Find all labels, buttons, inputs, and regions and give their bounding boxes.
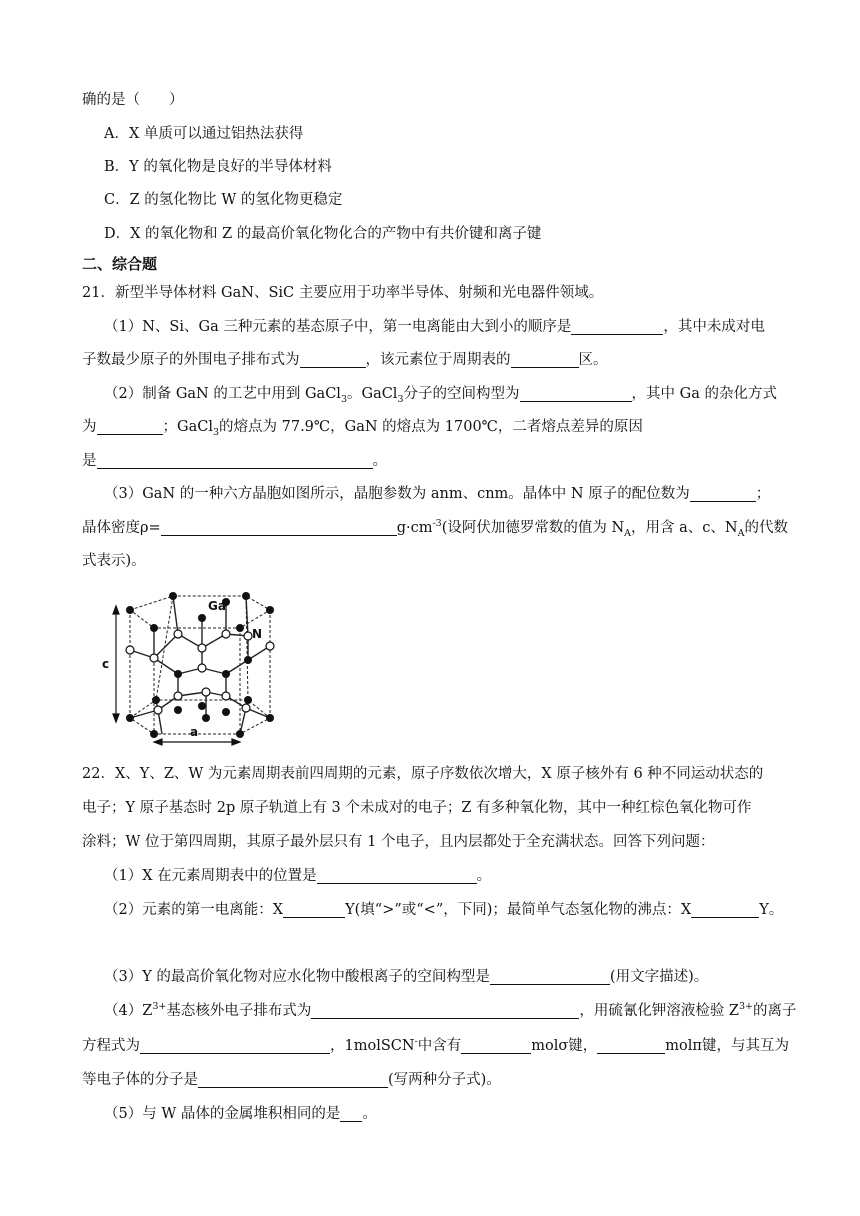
label-n: N (252, 627, 263, 641)
q20-option-a: A．X 单质可以通过铝热法获得 (104, 126, 304, 142)
answer-blank[interactable] (161, 519, 397, 536)
answer-blank[interactable] (340, 1105, 362, 1122)
q21-part2-line2: 为 ；GaCl$_3$的熔点为 77.9℃，GaN 的熔点为 1700℃，二者熔点差异的原因 (82, 419, 643, 438)
q21-part1-line2: 子数最少原子的外围电子排布式为 ，该元素位于周期表的 区。 (82, 352, 608, 368)
q22-part5: （5）与 W 晶体的金属堆积相同的是 。 (104, 1106, 377, 1122)
q20-stem-tail: 确的是（ ） (82, 92, 184, 108)
q22-stem-line3: 涂料；W 位于第四周期，其原子最外层只有 1 个电子，且内层都处于全充满状态。回答下列问题： (82, 834, 715, 850)
answer-blank[interactable] (571, 318, 663, 335)
q20-option-d: D．X 的氧化物和 Z 的最高价氧化物化合的产物中有共价键和离子键 (104, 226, 542, 242)
answer-blank[interactable] (283, 901, 345, 918)
q20-option-b: B．Y 的氧化物是良好的半导体材料 (104, 159, 332, 175)
q22-part1: （1）X 在元素周期表中的位置是 。 (104, 868, 492, 884)
answer-blank[interactable] (317, 867, 477, 884)
n-atoms (126, 630, 274, 714)
answer-blank[interactable] (490, 968, 610, 985)
label-a: a (190, 725, 199, 739)
q21-part3-line3: 式表示)。 (82, 553, 146, 569)
answer-blank[interactable] (597, 1037, 665, 1054)
answer-blank[interactable] (300, 351, 366, 368)
answer-blank[interactable] (511, 351, 579, 368)
answer-blank[interactable] (691, 901, 759, 918)
answer-blank[interactable] (690, 485, 756, 502)
gan-unit-cell-figure (98, 578, 288, 748)
answer-blank[interactable] (140, 1037, 330, 1054)
q22-part3: （3）Y 的最高价氧化物对应水化物中酸根离子的空间构型是 (用文字描述)。 (104, 969, 709, 985)
q22-part2: （2）元素的第一电离能：X Y(填“>”或“<”，下同)；最简单气态氢化物的沸点：X Y。 (104, 902, 784, 918)
q22-stem-line1: 22．X、Y、Z、W 为元素周期表前四周期的元素，原子序数依次增大，X 原子核外有 6 种不同运动状态的 (82, 766, 764, 782)
q22-part4-line1: $(4)Z^{3+}$基态核外电子排布式为 ，用硫氰化钾溶液检验 $Z^{3+}$的离子 (104, 1001, 797, 1019)
q22-part4-line3: 等电子体的分子是 (写两种分子式)。 (82, 1072, 501, 1088)
q21-part3-line2: 晶体密度$\rho= g\cdot cm^{-3}$(设阿伏加德罗常数的值为 $N_A$，用含 a、c、$N_A$的代数 (82, 518, 788, 539)
label-c: c (102, 657, 110, 671)
answer-blank[interactable] (461, 1037, 531, 1054)
answer-blank[interactable] (520, 385, 632, 402)
q20-option-c: C．Z 的氢化物比 W 的氢化物更稳定 (104, 192, 343, 208)
q22-stem-line2: 电子；Y 原子基态时 2p 原子轨道上有 3 个未成对的电子；Z 有多种氧化物，其中一种红棕色氧化物可作 (82, 800, 752, 816)
q21-part1-line1: （1）N、Si、Ga 三种元素的基态原子中，第一电离能由大到小的顺序是 ，其中未成对电 (104, 319, 765, 335)
answer-blank[interactable] (311, 1002, 579, 1019)
q21-part3-line1: （3）GaN 的一种六方晶胞如图所示，晶胞参数为 anm、cnm。晶体中 N 原子的配位数为 ； (104, 486, 771, 502)
q21-part2-line1: （2）制备 GaN 的工艺中用到 GaCl$_3$。GaCl$_3$分子的空间构型为 ，其中 Ga 的杂化方式 (104, 386, 777, 405)
q21-stem: 21．新型半导体材料 GaN、SiC 主要应用于功率半导体、射频和光电器件领域。 (82, 285, 604, 301)
answer-blank[interactable] (97, 418, 163, 435)
section-heading: 二、综合题 (82, 255, 158, 273)
answer-blank[interactable] (198, 1071, 388, 1088)
answer-blank[interactable] (97, 452, 373, 469)
q21-part2-line3: 是 。 (82, 453, 387, 469)
label-ga: Ga (208, 599, 226, 613)
q22-part4-line2: 方程式为 ，1molSCN-中含有 molσ键， molπ键，与其互为 (82, 1036, 789, 1054)
